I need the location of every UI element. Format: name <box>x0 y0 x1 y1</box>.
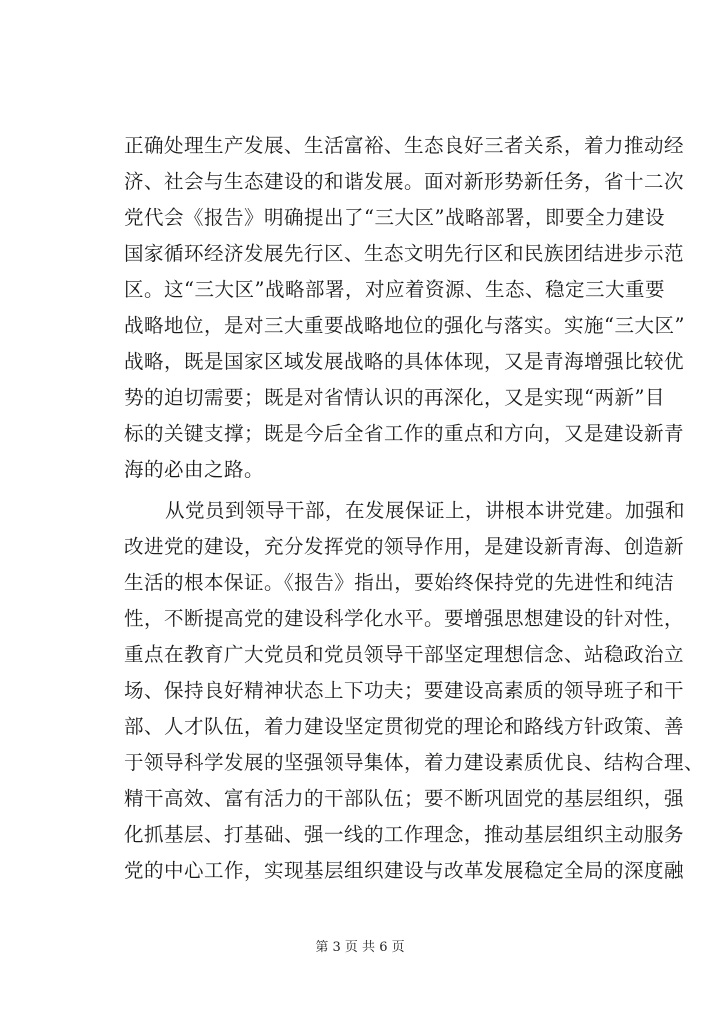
paragraph-1-line-6: 战略地位，是对三大重要战略地位的强化与落实。实施“三大区” <box>124 314 685 337</box>
paragraph-2-line-3: 生活的根本保证。《报告》指出，要始终保持党的先进性和纯洁 <box>124 571 675 594</box>
paragraph-2-line-5: 重点在教育广大党员和党员领导干部坚定理想信念、站稳政治立 <box>124 643 685 666</box>
paragraph-2-line-1: 从党员到领导干部，在发展保证上，讲根本讲党建。加强和 <box>165 499 686 522</box>
paragraph-1-line-8: 势的迫切需要；既是对省情认识的再深化，又是实现“两新”目 <box>124 386 665 409</box>
paragraph-1-line-1: 正确处理生产发展、生活富裕、生态良好三者关系，着力推动经 <box>124 134 685 157</box>
paragraph-1-line-3: 党代会《报告》明确提出了“三大区”战略部署，即要全力建设 <box>124 206 665 229</box>
paragraph-1-line-2: 济、社会与生态建设的和谐发展。面对新形势新任务，省十二次 <box>124 170 685 193</box>
paragraph-2-line-4: 性，不断提高党的建设科学化水平。要增强思想建设的针对性， <box>124 607 685 630</box>
paragraph-2-line-2: 改进党的建设，充分发挥党的领导作用，是建设新青海、创造新 <box>124 535 685 558</box>
paragraph-2-line-9: 精干高效、富有活力的干部队伍；要不断巩固党的基层组织，强 <box>124 787 685 810</box>
paragraph-2-line-7: 部、人才队伍，着力建设坚定贯彻党的理论和路线方针政策、善 <box>124 715 685 738</box>
paragraph-1-line-7: 战略，既是国家区域发展战略的具体体现，又是青海增强比较优 <box>124 350 685 373</box>
paragraph-1-line-5: 区。这“三大区”战略部署，对应着资源、生态、稳定三大重要 <box>124 278 665 301</box>
paragraph-2-line-10: 化抓基层、打基础、强一线的工作理念，推动基层组织主动服务 <box>124 823 685 846</box>
paragraph-2-line-6: 场、保持良好精神状态上下功夫；要建设高素质的领导班子和干 <box>124 679 685 702</box>
paragraph-1-line-9: 标的关键支撑；既是今后全省工作的重点和方向，又是建设新青 <box>124 422 685 445</box>
paragraph-2-line-8: 于领导科学发展的坚强领导集体，着力建设素质优良、结构合理、 <box>124 751 705 774</box>
paragraph-1-line-10: 海的必由之路。 <box>124 458 265 481</box>
paragraph-2-line-11: 党的中心工作，实现基层组织建设与改革发展稳定全局的深度融 <box>124 859 685 882</box>
page-footer: 第 3 页 共 6 页 <box>315 940 405 955</box>
paragraph-1-line-4: 国家循环经济发展先行区、生态文明先行区和民族团结进步示范 <box>124 242 685 265</box>
